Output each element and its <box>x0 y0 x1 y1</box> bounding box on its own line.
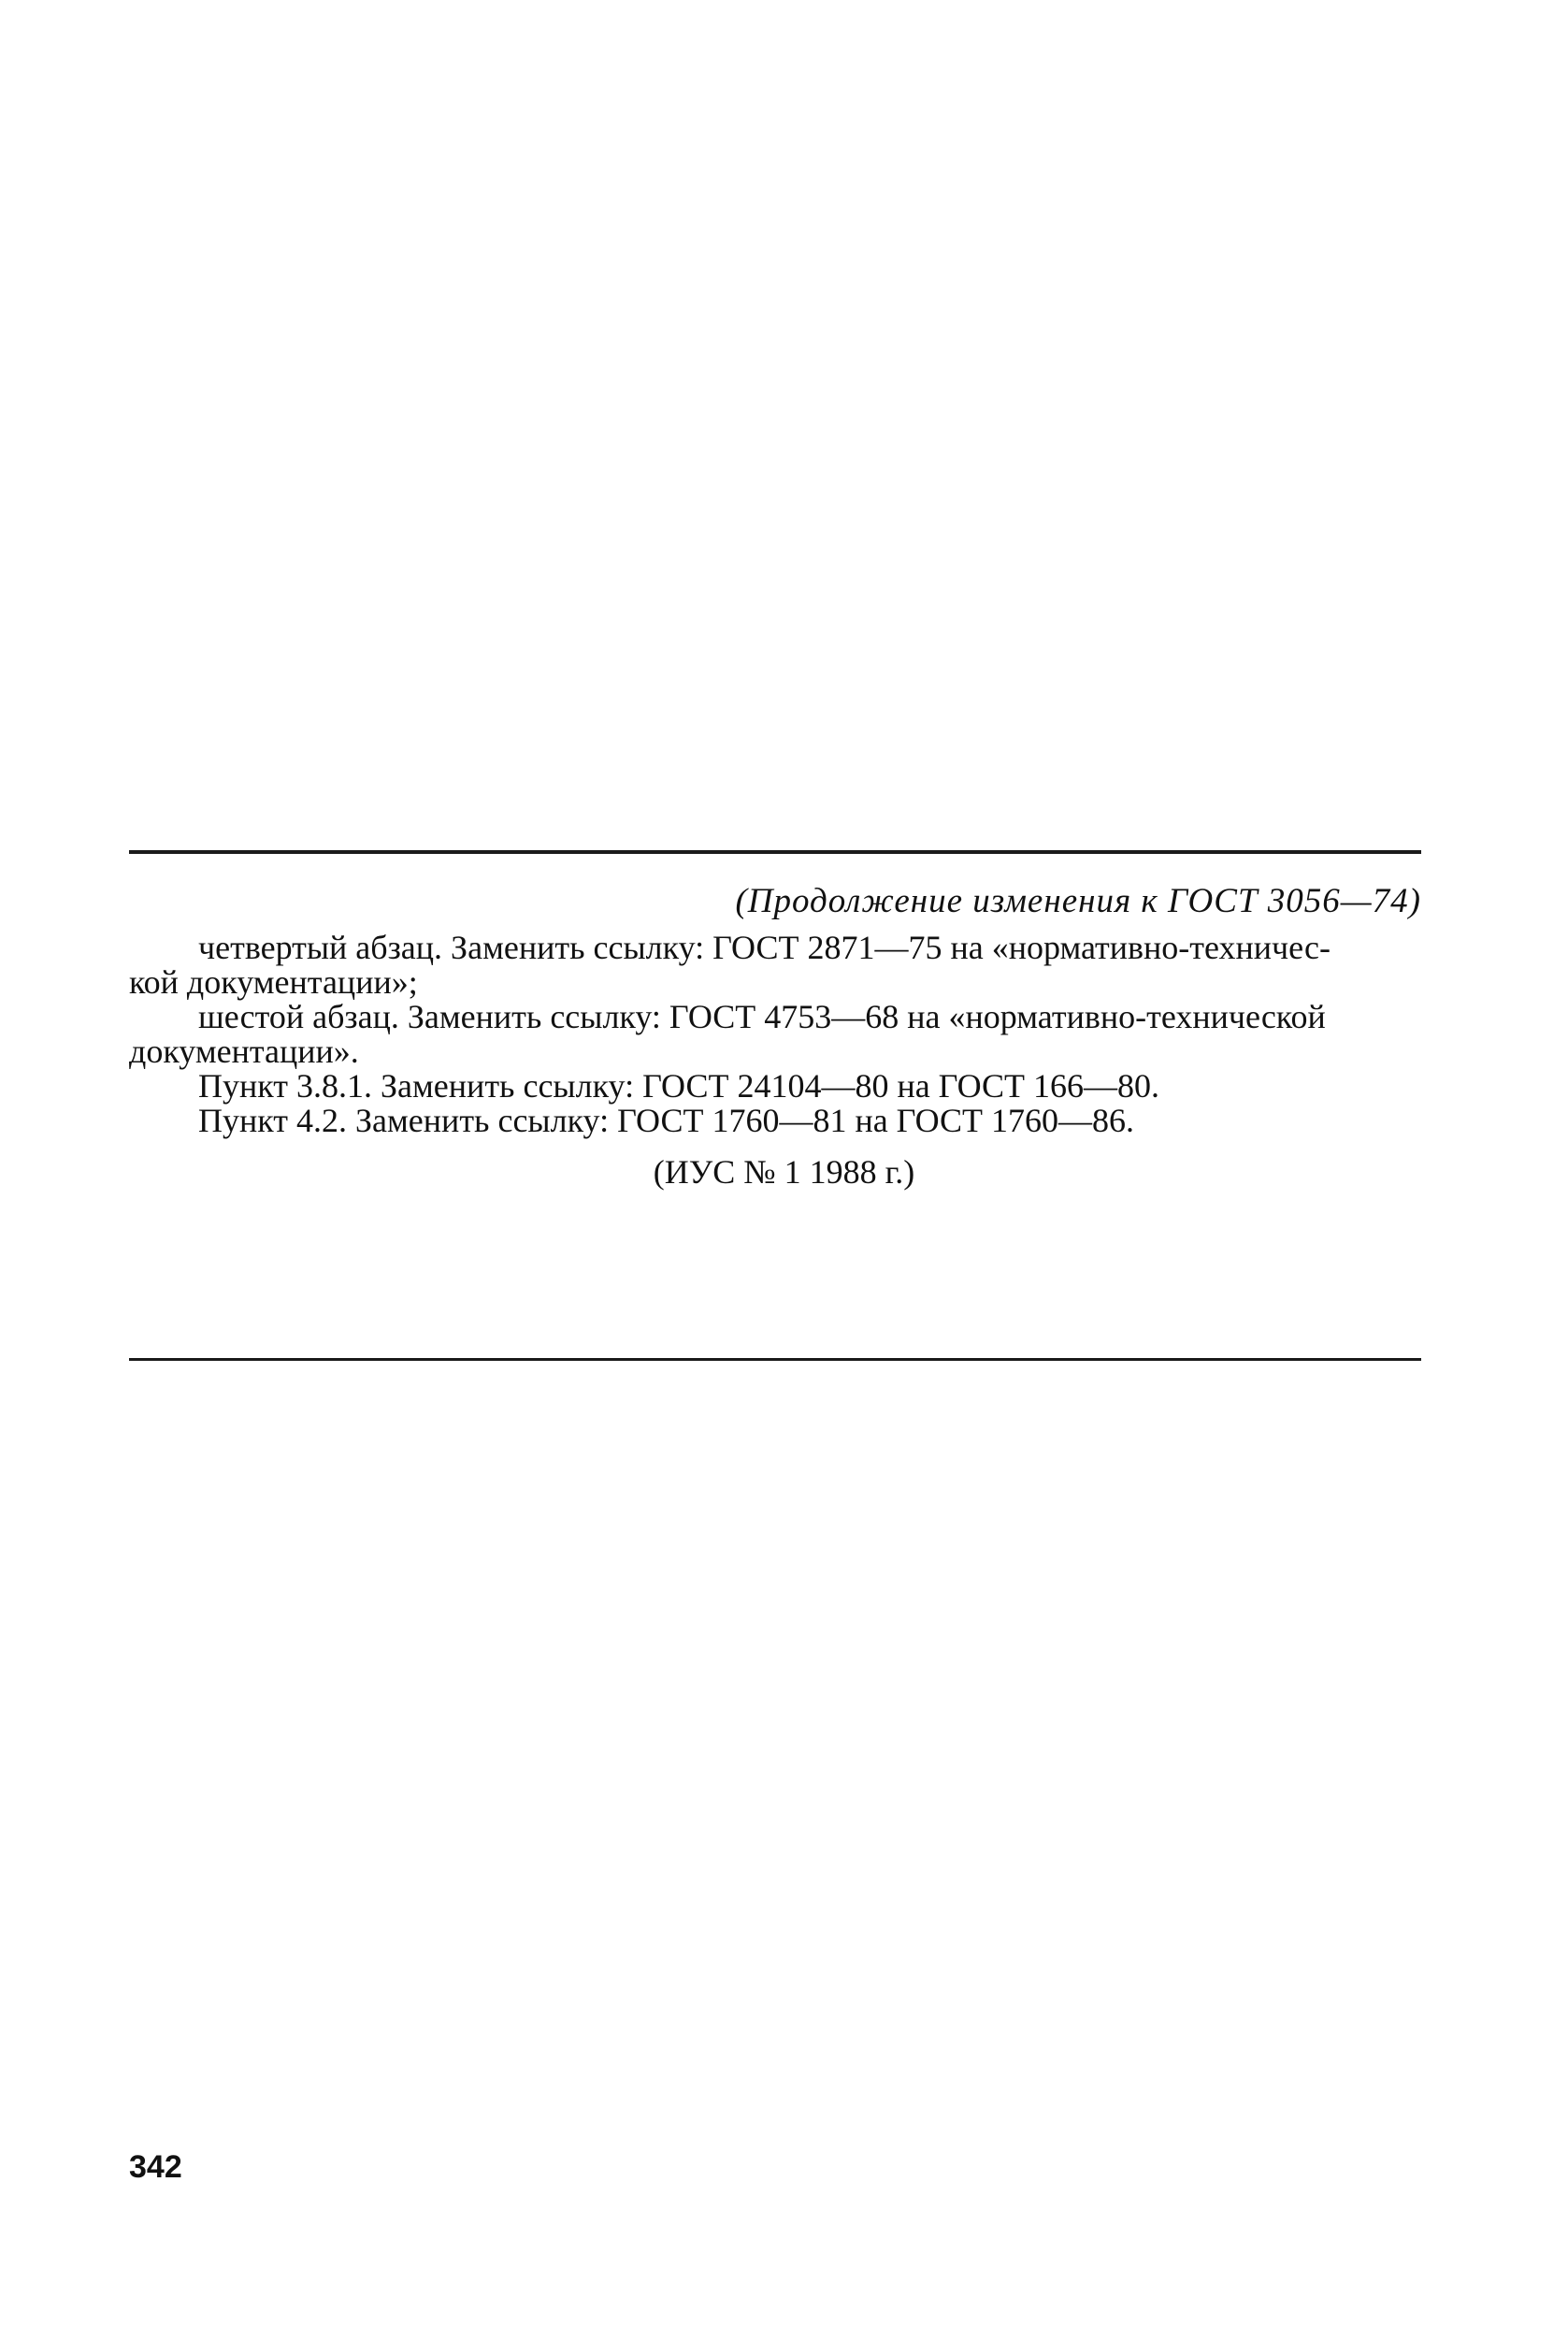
paragraph-line: документации». <box>129 1033 359 1070</box>
paragraph-line: четвертый абзац. Заменить ссылку: ГОСТ 2871—75 на «нормативно-техничес- <box>198 929 1331 966</box>
paragraph-fourth <box>129 931 1421 1000</box>
top-divider <box>129 850 1421 854</box>
paragraph-item-3-8-1 <box>129 1069 1421 1104</box>
paragraph-sixth <box>129 1000 1421 1069</box>
paragraph-line: Пункт 3.8.1. Заменить ссылку: ГОСТ 24104—80 на ГОСТ 166—80. <box>198 1067 1160 1105</box>
continuation-header: (Продолжение изменения к ГОСТ 3056—74) <box>735 882 1421 920</box>
source-reference: (ИУС № 1 1988 г.) <box>653 1153 915 1191</box>
paragraph-item-4-2 <box>129 1104 1421 1138</box>
paragraph-line: кой документации»; <box>129 963 418 1001</box>
bottom-divider <box>129 1358 1421 1361</box>
page-number: 342 <box>129 2149 182 2185</box>
amendment-body <box>129 931 1421 1138</box>
paragraph-line: шестой абзац. Заменить ссылку: ГОСТ 4753—68 на «нормативно-технической <box>198 998 1326 1035</box>
paragraph-line: Пункт 4.2. Заменить ссылку: ГОСТ 1760—81 на ГОСТ 1760—86. <box>198 1102 1135 1139</box>
